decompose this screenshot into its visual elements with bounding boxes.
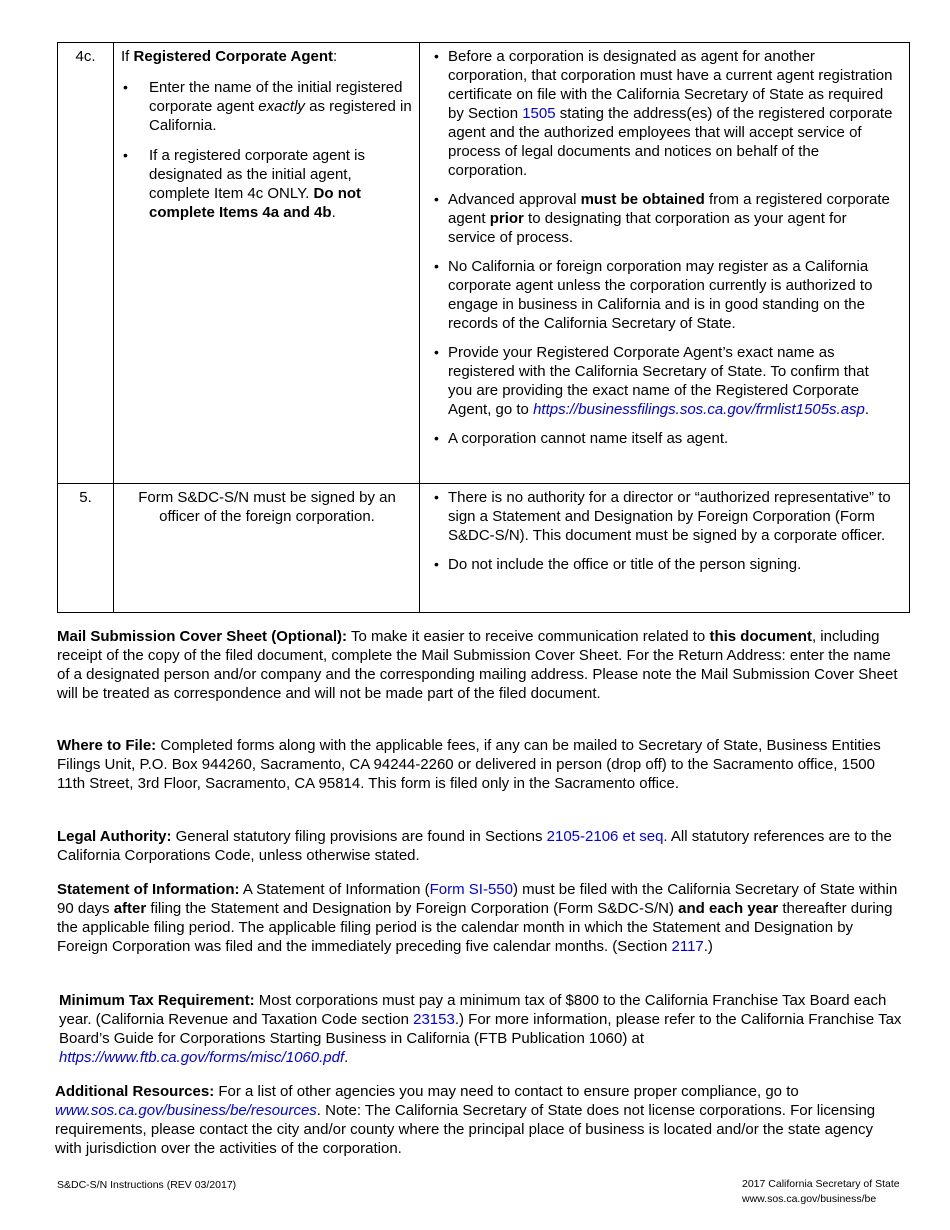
item-description	[114, 43, 420, 484]
section-23153-link[interactable]: 23153	[413, 1011, 455, 1028]
list-item: • Enter the name of the initial registered corporate agent exactly as registered in California.	[121, 78, 413, 135]
item-number: 5.	[58, 484, 114, 613]
resources-link[interactable]: www.sos.ca.gov/business/be/resources	[55, 1102, 317, 1119]
instructions-table	[57, 42, 910, 613]
list-item: • Before a corporation is designated as agent for another corporation, that corporation must have a current agent registration certificate on file with the California Secretary of State as required by Section 1505 stating the address(es) of the registered corporate agent and the authorized employees that will accept service of process of legal documents and notices on behalf of the corporation.	[434, 47, 895, 180]
list-item: • Advanced approval must be obtained from a registered corporate agent prior to designating that corporation as your agent for service of process.	[434, 190, 895, 247]
table-row-4c	[58, 43, 910, 484]
footer-form-revision: S&DC-S/N Instructions (REV 03/2017)	[57, 1179, 237, 1191]
statement-of-information-section: Statement of Information: A Statement of Information (Form SI-550) must be filed with the California Secretary of State within 90 days after filing the Statement and Designation by Foreign Corporation (Form S&DC-S/N) and each year thereafter during the applicable filing period. The applicable filing period is the calendar month in which the Statement and Designation by Foreign Corporation was filed and the immediately preceding five calendar months. (Section 2117.)	[57, 881, 898, 955]
list-item: • No California or foreign corporation may register as a California corporate agent unless the corporation currently is authorized to engage in business in California and is in good standing on the records of the California Secretary of State.	[434, 257, 895, 333]
form-si550-link[interactable]: Form SI-550	[429, 881, 513, 898]
section-1505-link[interactable]: 1505	[522, 105, 556, 122]
additional-resources-section: Additional Resources: For a list of other agencies you may need to contact to ensure proper compliance, go to www.sos.ca.gov/business/be/resources. Note: The California Secretary of State does not license corporations. For licensing requirements, please contact the city and/or county where the principal place of business is located and/or the state agency with jurisdiction over the activities of the corporation.	[55, 1083, 876, 1157]
list-item: • There is no authority for a director or “authorized representative” to sign a Statement and Designation by Foreign Corporation (Form S&DC-S/N). This document must be signed by a corporate officer.	[434, 488, 895, 545]
item-intro: If Registered Corporate Agent:	[121, 48, 338, 65]
sections-2105-link[interactable]: 2105-2106 et seq	[546, 828, 664, 845]
item-notes	[420, 43, 910, 484]
list-item: • Provide your Registered Corporate Agent’s exact name as registered with the California Secretary of State. To confirm that you are providing the exact name of the Registered Corporate Agent, go to https://businessfilings.sos.ca.gov/frmlist1505s.asp.	[434, 343, 895, 419]
mail-cover-sheet-section: Mail Submission Cover Sheet (Optional): To make it easier to receive communication related to this document, including receipt of the copy of the filed document, complete the Mail Submission Cover Sheet. For the Return Address: enter the name of a designated person and/or company and the corresponding mailing address. Please note the Mail Submission Cover Sheet will be treated as correspondence and will not be made part of the filed document.	[57, 628, 898, 702]
list-item: • Do not include the office or title of the person signing.	[434, 555, 895, 574]
item-number: 4c.	[58, 43, 114, 484]
item-bullets	[121, 78, 413, 222]
legal-authority-section: Legal Authority: General statutory filing provisions are found in Sections 2105-2106 et seq. All statutory references are to the California Corporations Code, unless otherwise stated.	[57, 828, 892, 864]
minimum-tax-section: Minimum Tax Requirement: Most corporations must pay a minimum tax of $800 to the California Franchise Tax Board each year. (California Revenue and Taxation Code section 23153.) For more information, please refer to the California Franchise Tax Board’s Guide for Corporations Starting Business in California (FTB Publication 1060) at https://www.ftb.ca.gov/forms/misc/1060.pdf.	[59, 992, 902, 1066]
where-to-file-section: Where to File: Completed forms along with the applicable fees, if any can be mailed to Secretary of State, Business Entities Filings Unit, P.O. Box 944260, Sacramento, CA 94244-2260 or delivered in person (drop off) to the Sacramento office, 1500 11th Street, 3rd Floor, Sacramento, CA 95814. This form is filed only in the Sacramento office.	[57, 737, 881, 792]
ftb-publication-link[interactable]: https://www.ftb.ca.gov/forms/misc/1060.pdf	[59, 1049, 345, 1066]
section-2117-link[interactable]: 2117	[671, 938, 704, 955]
footer-website: www.sos.ca.gov/business/be	[742, 1193, 877, 1205]
item-notes	[420, 484, 910, 613]
agent-list-link[interactable]: https://businessfilings.sos.ca.gov/frmlist1505s.asp	[533, 401, 865, 418]
footer-publisher	[742, 1177, 900, 1207]
list-item: • If a registered corporate agent is designated as the initial agent, complete Item 4c ONLY. Do not complete Items 4a and 4b.	[121, 146, 413, 222]
footer-copyright: 2017 California Secretary of State	[742, 1178, 900, 1190]
list-item: • A corporation cannot name itself as agent.	[434, 429, 895, 448]
item-description: Form S&DC-S/N must be signed by an officer of the foreign corporation.	[114, 484, 420, 613]
table-row-5	[58, 484, 910, 613]
